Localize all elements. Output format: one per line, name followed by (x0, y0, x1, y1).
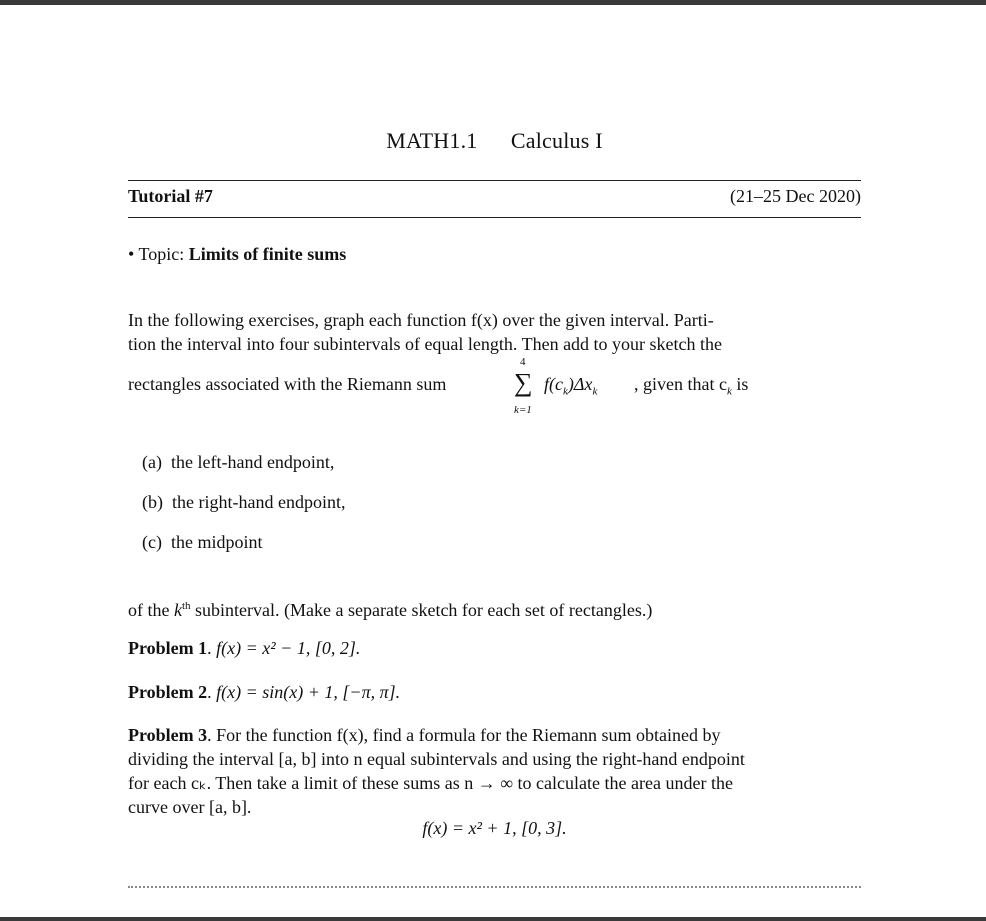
problem-2: Problem 2. f(x) = sin(x) + 1, [−π, π]. (128, 682, 401, 702)
header-rule-bottom (128, 217, 861, 218)
problem-1: Problem 1. f(x) = x² − 1, [0, 2]. (128, 638, 361, 658)
topic-prefix: • Topic: (128, 244, 189, 264)
problem-3-line-1: . For the function f(x), find a formula for the Riemann sum obtained by (207, 725, 721, 745)
list-item-b: (b) the right-hand endpoint, (142, 492, 346, 512)
list-item-a: (a) the left-hand endpoint, (142, 452, 335, 472)
topic-line (128, 244, 346, 265)
course-title (128, 128, 861, 154)
sum-term: $f(c_k)\Delta x_k$ (544, 374, 598, 398)
after-list-text: of the $k^{th}$ subinterval. (Make a separate sketch for each set of rectangles.) (128, 600, 653, 620)
intro-line-1: In the following exercises, graph each function f(x) over the given interval. Parti- (128, 310, 714, 330)
header-rule-top (128, 180, 861, 181)
topic-name: Limits of finite sums (188, 244, 347, 264)
problem-2-text: f(x) = sin(x) + 1, [−π, π]. (216, 682, 401, 702)
sum-lower-limit: k=1 (514, 404, 532, 416)
bottom-border (0, 917, 986, 921)
sum-upper-limit: 4 (520, 356, 526, 368)
intro-line-3-after: , given that $c_k$ is (634, 374, 749, 398)
dotted-separator (128, 886, 861, 888)
tutorial-dates: (21–25 Dec 2020) (730, 186, 861, 206)
riemann-sum-line (128, 356, 861, 420)
intro-line-2: tion the interval into four subintervals of equal length. Then add to your sketch the (128, 334, 723, 354)
problem-2-label: Problem 2 (128, 682, 208, 702)
problem-3-equation: f(x) = x² + 1, [0, 3]. (422, 818, 567, 838)
tutorial-label: Tutorial #7 (128, 186, 213, 206)
problem-3-line-4: curve over [a, b]. (128, 797, 252, 817)
list-item-c: (c) the midpoint (142, 532, 263, 552)
problem-3 (128, 723, 861, 819)
problem-1-text: f(x) = x² − 1, [0, 2]. (216, 638, 361, 658)
course-name: Calculus I (510, 128, 603, 153)
problem-3-line-3: for each cₖ. Then take a limit of these sums as n → ∞ to calculate the area under the (128, 773, 733, 793)
problem-3-label: Problem 3 (128, 725, 208, 745)
intro-line-3-before: rectangles associated with the Riemann sum (128, 374, 447, 394)
problem-3-line-2: dividing the interval [a, b] into n equal subintervals and using the right-hand endpoint (128, 749, 745, 769)
course-code: MATH1.1 (386, 128, 478, 153)
problem-1-label: Problem 1 (128, 638, 208, 658)
document-page (128, 0, 861, 917)
sigma-symbol: ∑ (514, 368, 533, 397)
